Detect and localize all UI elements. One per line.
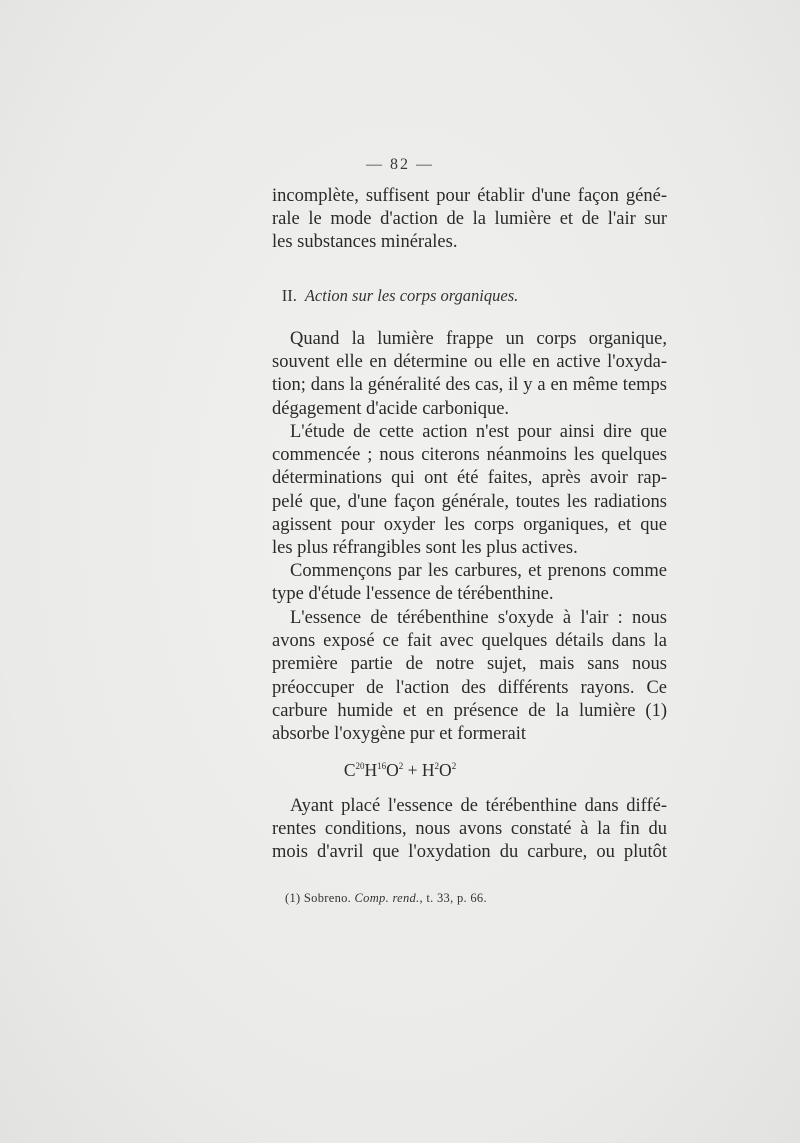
section-number: II. xyxy=(281,286,297,305)
formula-plus: + xyxy=(407,760,418,780)
footnote-journal: Comp. rend. xyxy=(354,891,420,905)
text-line: absorbe l'oxygène pur et formerait xyxy=(272,723,527,744)
text-line: commencée ; nous citerons néanmoins les quelques xyxy=(272,445,667,466)
chemical-formula xyxy=(0,760,800,781)
paragraph-3 xyxy=(272,421,667,560)
text-line: préoccuper de l'action des différents rayons. Ce xyxy=(272,677,667,698)
formula-index: 20 xyxy=(355,761,365,771)
text-line: L'étude de cette action n'est pour ainsi dire que xyxy=(290,422,667,442)
text-line: tion; dans la généralité des cas, il y a en même temps xyxy=(272,375,667,396)
formula-index: 2 xyxy=(451,761,457,771)
text-line: les plus réfrangibles sont les plus actives. xyxy=(272,537,578,558)
text-line: souvent elle en détermine ou elle en active l'oxyda- xyxy=(272,352,667,373)
text-line: incomplète, suffisent pour établir d'une façon géné- xyxy=(272,186,667,206)
section-heading xyxy=(0,286,800,306)
text-line: Commençons par les carbures, et prenons comme xyxy=(290,561,667,581)
formula-index: 16 xyxy=(377,761,387,771)
text-line: mois d'avril que l'oxydation du carbure, ou plutôt xyxy=(272,842,667,863)
paragraph-5 xyxy=(272,607,667,746)
text-line: déterminations qui ont été faites, après avoir rap- xyxy=(272,468,667,489)
text-line: pelé que, d'une façon générale, toutes les radiations xyxy=(272,491,667,512)
paragraph-4 xyxy=(272,560,667,606)
formula-index: 2 xyxy=(398,761,404,771)
formula-index: 2 xyxy=(434,761,440,771)
text-line: L'essence de térébenthine s'oxyde à l'air : nous xyxy=(290,608,667,628)
section-title: Action sur les corps organiques. xyxy=(304,286,519,305)
text-line: Ayant placé l'essence de térébenthine dans diffé- xyxy=(290,796,667,816)
text-line: première partie de notre sujet, mais sans nous xyxy=(272,654,667,675)
paragraph-1 xyxy=(272,185,667,255)
formula-element: O xyxy=(386,760,399,780)
footnote-reference: , t. 33, p. 66. xyxy=(419,891,487,905)
text-line: dégagement d'acide carbonique. xyxy=(272,398,510,419)
text-line: rentes conditions, nous avons constaté à la fin du xyxy=(272,819,667,840)
text-line: agissent pour oxyder les corps organiques, et que xyxy=(272,514,667,535)
paragraph-2 xyxy=(272,328,667,421)
text-line: les substances minérales. xyxy=(272,232,458,253)
formula-element: O xyxy=(439,760,452,780)
text-line: type d'étude l'essence de térébenthine. xyxy=(272,584,554,605)
text-line: rale le mode d'action de la lumière et de l'air sur xyxy=(272,209,667,230)
text-line: Quand la lumière frappe un corps organique, xyxy=(290,329,667,349)
footnote-marker: (1) Sobreno. xyxy=(285,891,352,905)
text-line: avons exposé ce fait avec quelques détails dans la xyxy=(272,631,667,652)
formula-element: H xyxy=(364,760,378,780)
formula-element: H xyxy=(421,760,435,780)
formula-element: C xyxy=(343,760,356,780)
text-line: carbure humide et en présence de la lumière (1) xyxy=(272,700,667,721)
page-number: — 82 — xyxy=(366,156,434,173)
paragraph-6 xyxy=(272,795,667,865)
footnote xyxy=(285,891,487,906)
